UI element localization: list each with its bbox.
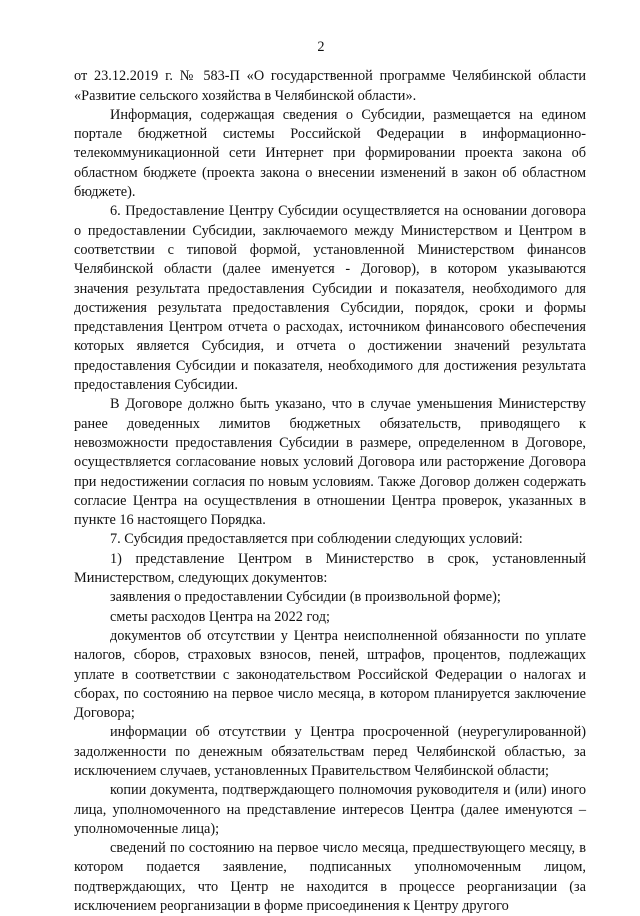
paragraph: информации об отсутствии у Центра просроченной (неурегулированной) задолженности по денежным обязательствам перед Челябинской областью, за исключением случаев, установленных Правительством Челябинской области; — [74, 724, 586, 779]
paragraph: сметы расходов Центра на 2022 год; — [110, 608, 330, 625]
paragraph: сведений по состоянию на первое число месяца, предшествующего месяцу, в котором подается заявление, подписанных уполномоченным лицом, подтверждающих, что Центр не находится в процессе реорганизации (за исключением реорганизации в форме присоединения к Центру другого — [74, 840, 586, 915]
paragraph: копии документа, подтверждающего полномочия руководителя и (или) иного лица, уполномоченного на представление интересов Центра (далее именуются – уполномоченные лица); — [74, 782, 586, 837]
paragraph: документов об отсутствии у Центра неисполненной обязанности по уплате налогов, сборов, страховых взносов, пеней, штрафов, процентов, подлежащих уплате в соответствии с законодательством Российской Федерации о налогах и сборах, по состоянию на первое число месяца, в котором планируется заключение Договора; — [74, 627, 586, 722]
paragraph: В Договоре должно быть указано, что в случае уменьшения Министерству ранее доведенных лимитов бюджетных обязательств, приводящего к невозможности предоставления Субсидии в размере, определенном в Договоре, осуществляется согласование новых условий Договора или расторжение Договора при недостижении согласия по новым условиям. Также Договор должен содержать согласие Центра на осуществления в отношении Центра проверок, указанных в пункте 16 настоящего Порядка. — [74, 396, 586, 529]
document-body — [74, 67, 586, 916]
paragraph: Информация, содержащая сведения о Субсидии, размещается на едином портале бюджетной системы Российской Федерации в информационно-телекоммуникационной сети Интернет при формировании проекта закона об областном бюджете (проекта закона о внесении изменений в закон об областном бюджете). — [74, 106, 586, 201]
page-number: 2 — [317, 39, 325, 55]
paragraph: 6. Предоставление Центру Субсидии осуществляется на основании договора о предоставлении Субсидии, заключаемого между Министерством и Центром в соответствии с типовой формой, установленной Министерством финансов Челябинской области (далее именуется - Договор), в котором указываются значения результата предоставления Субсидии и показателя, необходимого для достижения результата предоставления Субсидии, порядок, сроки и формы представления Центром отчета о расходах, источником финансового обеспечения которых является Субсидия, и отчета о достижении значений результата предоставления Субсидии и показателя, необходимого для достижения результата предоставления Субсидии. — [74, 203, 586, 394]
paragraph: заявления о предоставлении Субсидии (в произвольной форме); — [110, 589, 501, 606]
paragraph: 1) представление Центром в Министерство в срок, установленный Министерством, следующих документов: — [74, 550, 586, 587]
paragraph: 7. Субсидия предоставляется при соблюдении следующих условий: — [110, 531, 523, 548]
paragraph: от 23.12.2019 г. № 583-П «О государственной программе Челябинской области «Развитие сельского хозяйства в Челябинской области». — [74, 68, 586, 104]
document-page — [74, 38, 586, 916]
